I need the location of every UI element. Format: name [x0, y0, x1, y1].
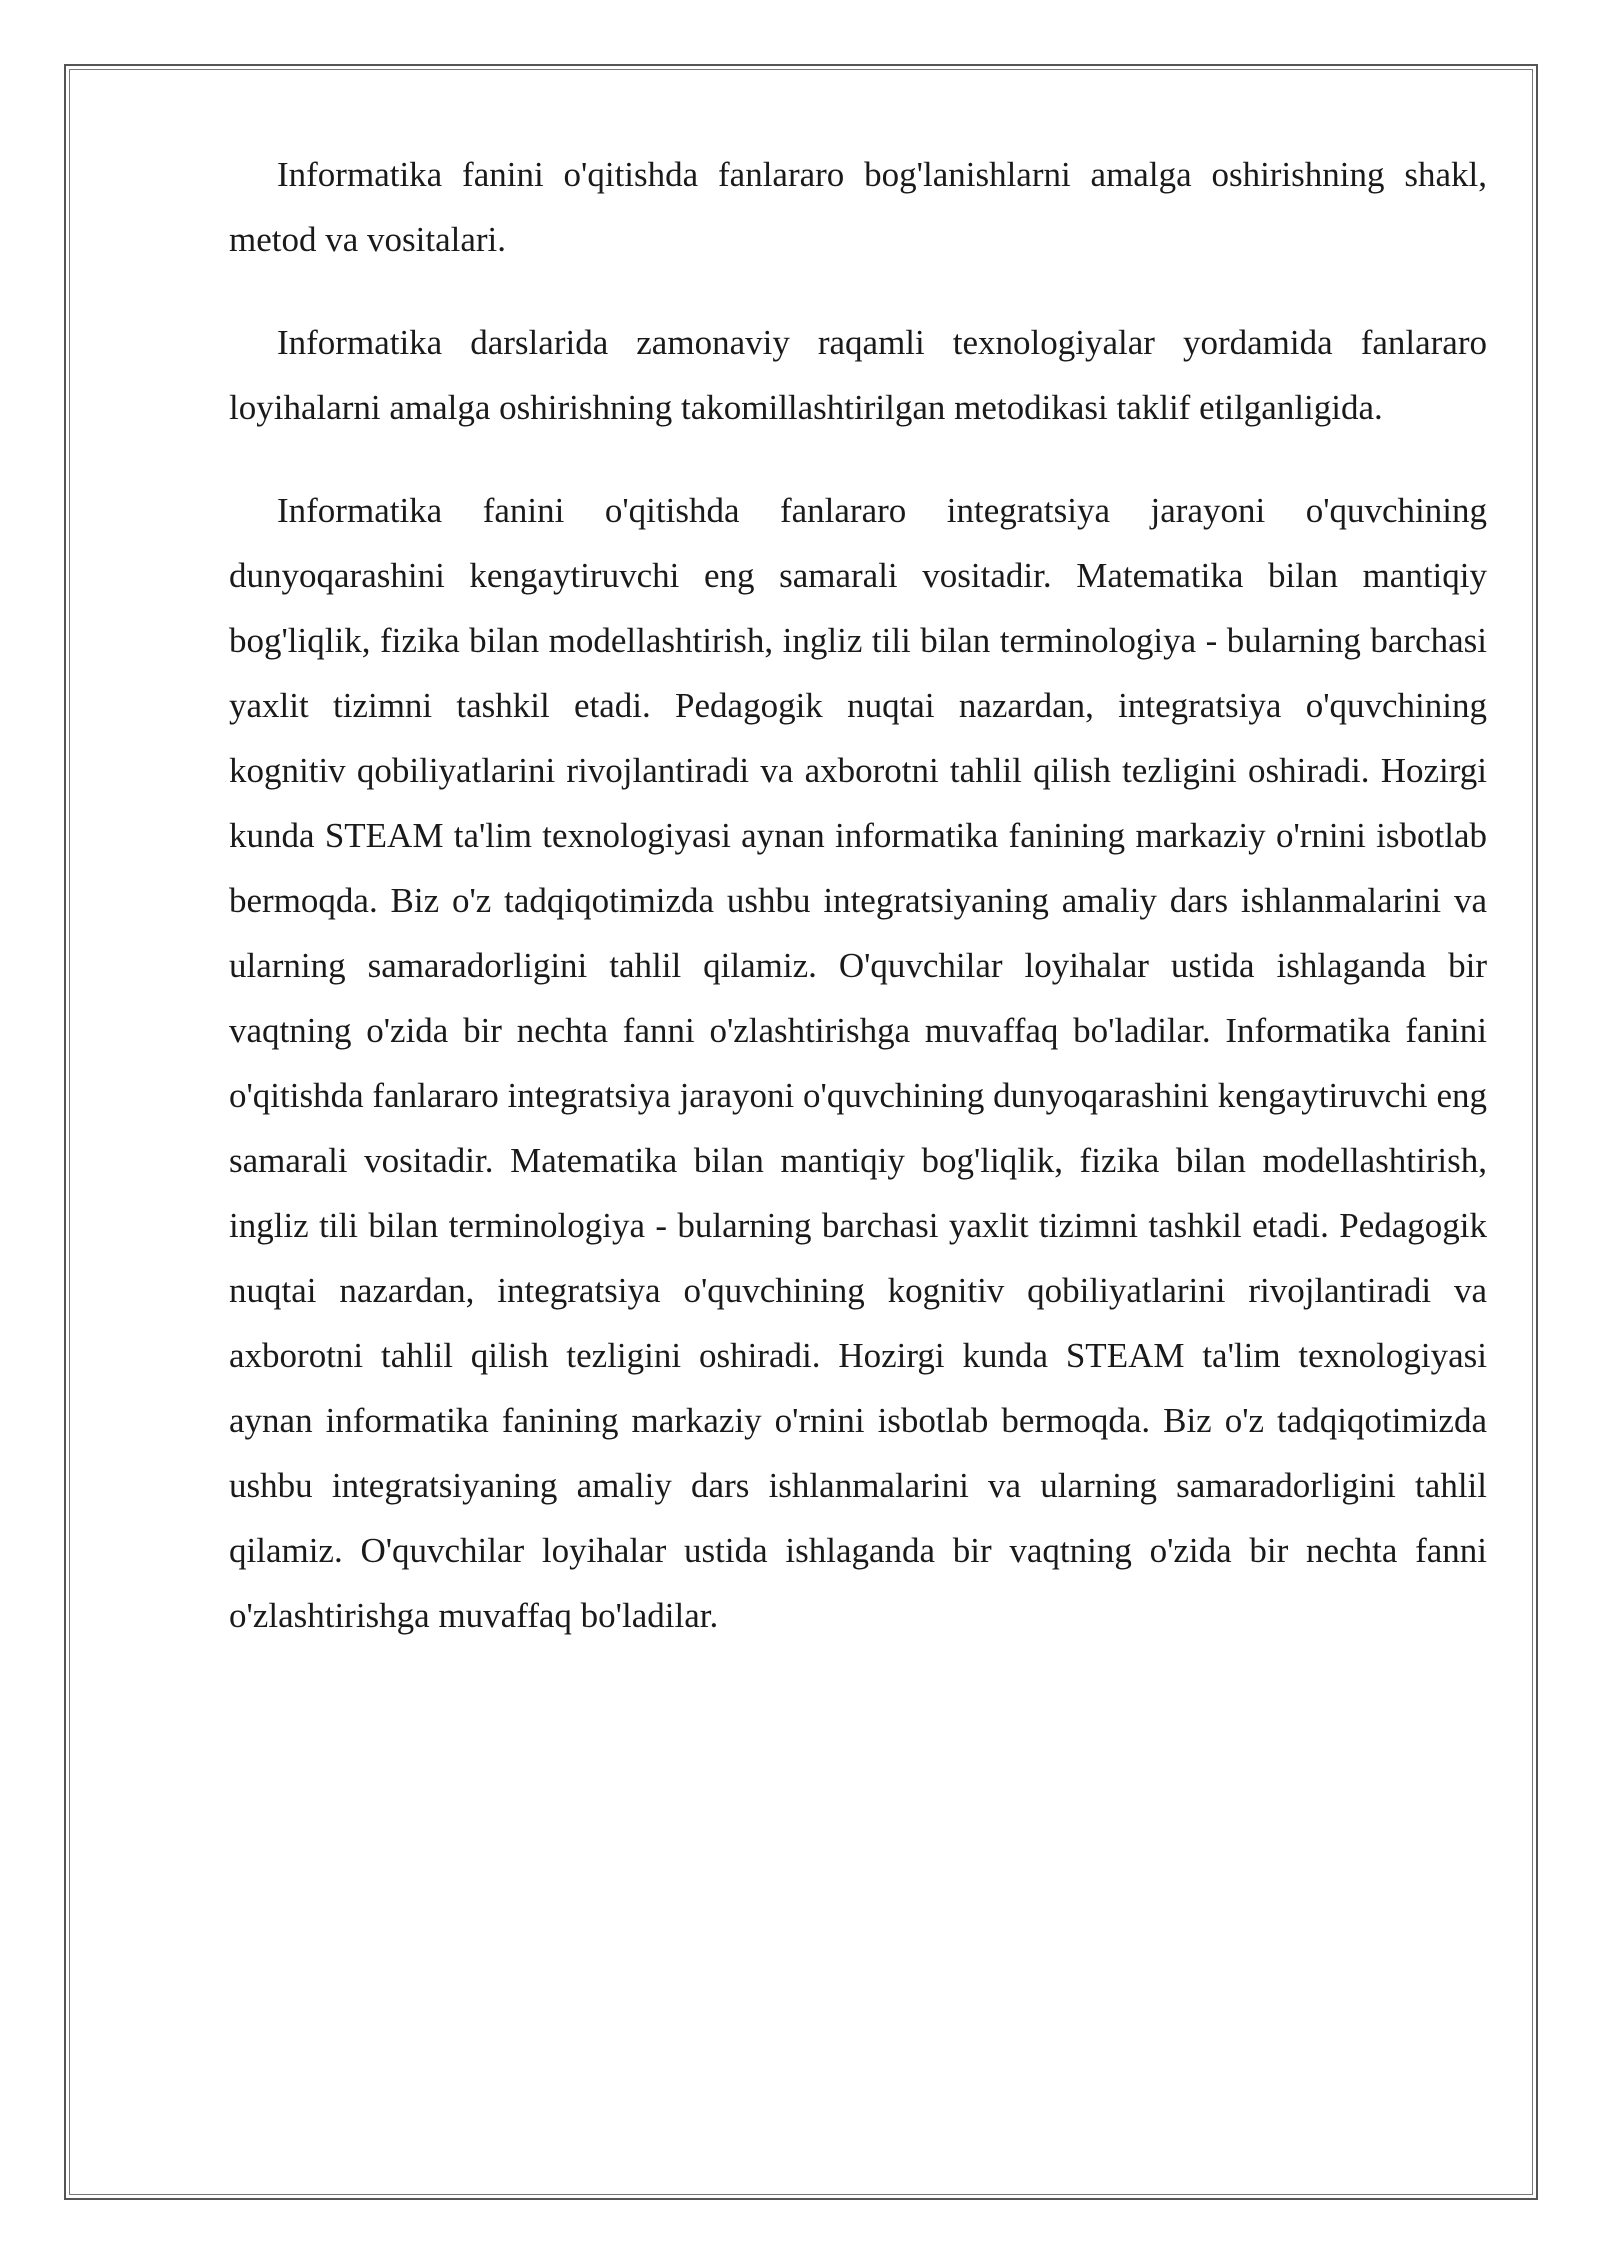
paragraph-1: Informatika fanini o'qitishda fanlararo bog'lanishlarni amalga oshirishning shakl, metod va vositalari.	[229, 155, 1487, 259]
paragraph-2: Informatika darslarida zamonaviy raqamli texnologiyalar yordamida fanlararo loyihalarni amalga oshirishning takomillashtirilgan metodikasi taklif etilganligida.	[229, 323, 1487, 427]
paragraph-3: Informatika fanini o'qitishda fanlararo integratsiya jarayoni o'quvchining dunyoqarashini kengaytiruvchi eng samarali vositadir. Matematika bilan mantiqiy bog'liqlik, fizika bilan modellashtirish, ingliz tili bilan terminologiya - bularning barchasi yaxlit tizimni tashkil etadi. Pedagogik nuqtai nazardan, integratsiya o'quvchining kognitiv qobiliyatlarini rivojlantiradi va axborotni tahlil qilish tezligini oshiradi. Hozirgi kunda STEAM ta'lim texnologiyasi aynan informatika fanining markaziy o'rnini isbotlab bermoqda. Biz o'z tadqiqotimizda ushbu integratsiyaning amaliy dars ishlanmalarini va ularning samaradorligini tahlil qilamiz. O'quvchilar loyihalar ustida ishlaganda bir vaqtning o'zida bir nechta fanni o'zlashtirishga muvaffaq bo'ladilar. Informatika fanini o'qitishda fanlararo integratsiya jarayoni o'quvchining dunyoqarashini kengaytiruvchi eng samarali vositadir. Matematika bilan mantiqiy bog'liqlik, fizika bilan modellashtirish, ingliz tili bilan terminologiya - bularning barchasi yaxlit tizimni tashkil etadi. Pedagogik nuqtai nazardan, integratsiya o'quvchining kognitiv qobiliyatlarini rivojlantiradi va axborotni tahlil qilish tezligini oshiradi. Hozirgi kunda STEAM ta'lim texnologiyasi aynan informatika fanining markaziy o'rnini isbotlab bermoqda. Biz o'z tadqiqotimizda ushbu integratsiyaning amaliy dars ishlanmalarini va ularning samaradorligini tahlil qilamiz. O'quvchilar loyihalar ustida ishlaganda bir vaqtning o'zida bir nechta fanni o'zlashtirishga muvaffaq bo'ladilar.	[229, 491, 1487, 1635]
document-body	[229, 142, 1487, 1648]
